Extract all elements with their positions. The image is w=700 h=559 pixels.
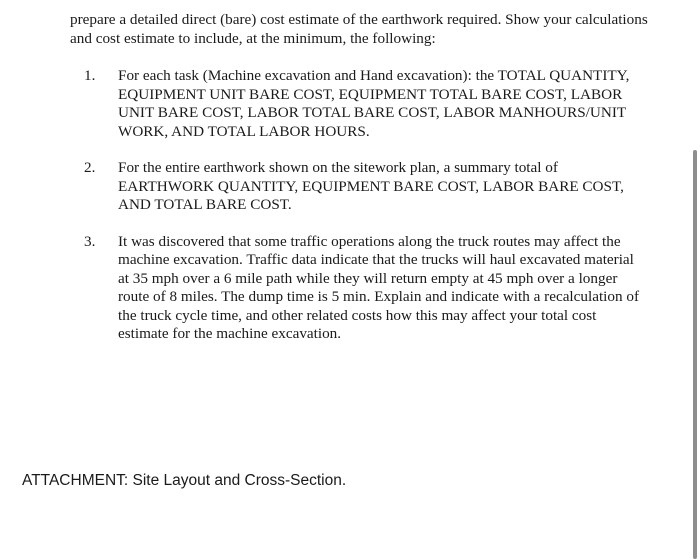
list-item-text: It was discovered that some traffic operations along the truck routes may affect the machine excavation. Traffic data indicate that the trucks will haul excavated material at 35 mph over a 6 mile path while they will return empty at 45 mph over a longer route of 8 miles. The dump time is 5 min. Explain and indicate with a recalculation of the truck cycle time, and other related costs how this may affect your total cost estimate for the machine excavation. bbox=[118, 232, 640, 342]
intro-paragraph: prepare a detailed direct (bare) cost estimate of the earthwork required. Show your calculations and cost estimate to include, at the minimum, the following: bbox=[70, 11, 648, 47]
attachment-caption: ATTACHMENT: Site Layout and Cross-Section. bbox=[22, 472, 347, 489]
list-item bbox=[70, 159, 660, 215]
list-item-number: 3. bbox=[84, 232, 96, 250]
vertical-scrollbar[interactable] bbox=[693, 150, 697, 559]
list-item-number: 1. bbox=[84, 67, 96, 84]
requirements-list bbox=[70, 67, 660, 344]
list-item-text: For each task (Machine excavation and Hand excavation): the TOTAL QUANTITY, EQUIPMENT UNIT BARE COST, EQUIPMENT TOTAL BARE COST, LABOR UNIT BARE COST, LABOR TOTAL BARE COST, LABOR MANHOURS/UNIT WORK, AND TOTAL LABOR HOURS. bbox=[118, 67, 630, 140]
list-item-text: For the entire earthwork shown on the sitework plan, a summary total of EARTHWORK QUANTITY, EQUIPMENT BARE COST, LABOR BARE COST, AND TOTAL BARE COST. bbox=[118, 159, 624, 213]
list-item bbox=[70, 233, 660, 344]
list-item bbox=[70, 67, 660, 141]
list-item-number: 2. bbox=[84, 159, 96, 176]
